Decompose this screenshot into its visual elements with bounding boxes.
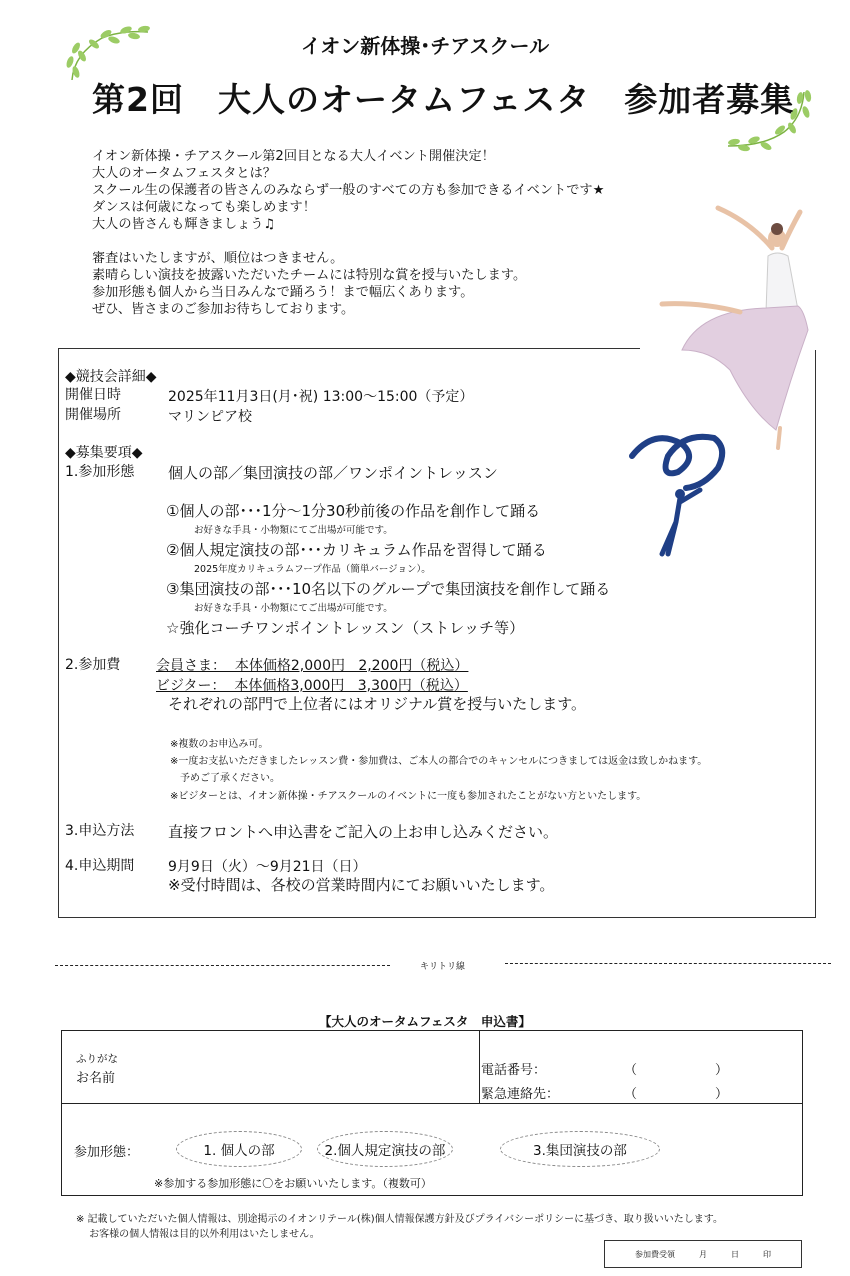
privacy-line: お客様の個人情報は目的以外利用はいたしません。: [76, 1229, 320, 1240]
option-group[interactable]: 3.集団演技の部: [500, 1131, 660, 1167]
privacy-line: ※ 記載していただいた個人情報は、別途掲示のイオンリテール(株)個人情報保護方針及びプライバシーポリシーに基づき、取り扱いいたします。: [76, 1214, 723, 1225]
apply-label: 3.申込方法: [65, 823, 135, 839]
lesson-text: ☆強化コーチワンポイントレッスン（ストレッチ等）: [166, 619, 525, 637]
intro-line: 参加形態も個人から当日みんなで踊ろう！まで幅広くあります。: [92, 285, 474, 300]
date-value: 2025年11月3日(月･祝) 13:00～15:00（予定）: [168, 389, 474, 405]
venue-label: 開催場所: [65, 407, 121, 423]
division-note: お好きな手具・小物類にてご出場が可能です。: [194, 603, 393, 614]
fee-note: ※複数のお申込み可。: [170, 739, 269, 750]
type-note: ※参加する参加形態に〇をお願いいたします。（複数可）: [154, 1177, 432, 1190]
emergency-label: 緊急連絡先：: [481, 1087, 560, 1102]
period-value: 9月9日（火）～9月21日（日）: [168, 859, 367, 875]
fee-award: それぞれの部門で上位者にはオリジナル賞を授与いたします。: [168, 695, 587, 713]
division-note: お好きな手具・小物類にてご出場が可能です。: [194, 525, 393, 536]
application-form: [61, 1030, 803, 1196]
type-label: 参加形態：: [74, 1145, 140, 1160]
phone-field[interactable]: （ ）: [624, 1063, 729, 1078]
form-divider-vertical: [479, 1031, 480, 1103]
emergency-field[interactable]: （ ）: [624, 1087, 729, 1102]
intro-line: 大人のオータムフェスタとは？: [92, 166, 276, 181]
division-title: ①個人の部･･･1分～1分30秒前後の作品を創作して踊る: [166, 502, 541, 520]
division-note: 2025年度カリキュラムフープ作品（簡単バージョン）。: [194, 564, 431, 575]
intro-line: ぜひ、皆さまのご参加お待ちしております。: [92, 302, 355, 317]
cut-line-right: [505, 963, 831, 964]
cut-line-left: [55, 965, 390, 966]
name-label[interactable]: お名前: [76, 1071, 116, 1086]
period-note: ※受付時間は、各校の営業時間内にてお願いいたします。: [168, 876, 555, 894]
venue-value: マリンピア校: [168, 409, 252, 425]
form-divider-horizontal: [62, 1103, 802, 1104]
recruit-heading: ◆募集要項◆: [65, 445, 143, 461]
intro-line: ダンスは何歳になっても楽しめます！: [92, 200, 316, 215]
option-compulsory[interactable]: 2.個人規定演技の部: [317, 1131, 453, 1167]
period-label: 4.申込期間: [65, 858, 135, 874]
cut-line-label: キリトリ線: [420, 962, 466, 972]
intro-line: 素晴らしい演技を披露いただいたチームには特別な賞を授与いたします。: [92, 268, 527, 283]
fee-note: ※ビジターとは、イオン新体操・チアスクールのイベントに一度も参加されたことがない方といたします。: [170, 791, 647, 802]
date-label: 開催日時: [65, 387, 121, 403]
intro-line: 審査はいたしますが、順位はつきません。: [92, 251, 344, 266]
details-heading: ◆競技会詳細◆: [65, 369, 157, 385]
intro-line: [92, 233, 604, 250]
fee-label: 2.参加費: [65, 657, 121, 673]
apply-value: 直接フロントへ申込書をご記入の上お申し込みください。: [168, 823, 559, 841]
intro-line: イオン新体操・チアスクール第2回目となる大人イベント開催決定！: [92, 149, 495, 164]
intro-line: スクール生の保護者の皆さんのみならず一般のすべての方も参加できるイベントです★: [92, 183, 605, 198]
division-title: ③集団演技の部･･･10名以下のグループで集団演技を創作して踊る: [166, 580, 611, 598]
ribbon-gymnast-icon: [624, 428, 734, 558]
stamp-text: 参加費受領 月 日 印: [635, 1249, 771, 1259]
fee-member: 会員さま： 本体価格2,000円 2,200円（税込）: [156, 658, 469, 674]
school-name: イオン新体操･チアスクール: [300, 34, 550, 58]
division-title: ②個人規定演技の部･･･カリキュラム作品を習得して踊る: [166, 541, 547, 559]
form-label: 1.参加形態: [65, 464, 135, 480]
fee-note: ※一度お支払いただきましたレッスン費・参加費は、ご本人の都合でのキャンセルにつきましては返金は致しかねます。: [170, 756, 708, 767]
fee-visitor: ビジター： 本体価格3,000円 3,300円（税込）: [156, 678, 468, 694]
ballerina-illustration-icon: [640, 200, 820, 460]
option-individual[interactable]: 1. 個人の部: [176, 1131, 302, 1167]
phone-label: 電話番号：: [481, 1063, 547, 1078]
form-title: 【大人のオータムフェスタ 申込書】: [319, 1014, 531, 1029]
intro-text: [92, 148, 604, 318]
form-value: 個人の部／集団演技の部／ワンポイントレッスン: [168, 464, 498, 482]
intro-line: 大人の皆さんも輝きましょう♫: [92, 217, 276, 232]
fee-receipt-stamp-box: [604, 1240, 802, 1268]
page-title: 第2回 大人のオータムフェスタ 参加者募集: [92, 80, 795, 119]
fee-note: 予めご了承ください。: [170, 773, 280, 784]
furigana-label: ふりがな: [76, 1053, 118, 1065]
